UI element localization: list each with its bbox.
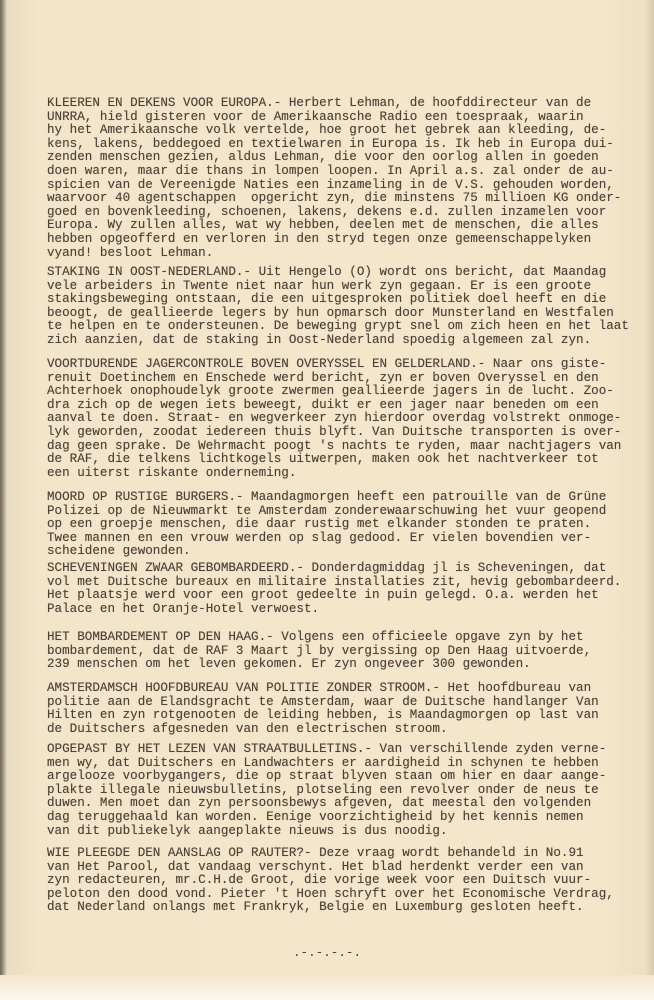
news-item-heading-line: VOORTDURENDE JAGERCONTROLE BOVEN OVERYSSEL EN GELDERLAND.- Naar ons giste- — [47, 357, 607, 371]
news-item-text-line: van Het Parool, dat vandaag verschynt. Het blad herdenkt verder een van — [47, 859, 584, 874]
news-item — [47, 358, 621, 480]
news-item-heading-line: HET BOMBARDEMENT OP DEN HAAG.- Volgens een officieele opgave zyn by het — [47, 630, 584, 644]
news-item-text-line: goed en bovenkleeding, schoenen, lakens, dekens e.d. zullen inzamelen voor — [47, 204, 607, 219]
news-item-heading-line: KLEEREN EN DEKENS VOOR EUROPA.- Herbert Lehman, de hoofddirecteur van de — [47, 96, 592, 110]
news-item-text-line: Palace en het Oranje-Hotel verwoest. — [47, 601, 320, 616]
news-item-text-line: dag teruggehaald kan worden. Eenige voorzichtigheid by het kennis nemen — [47, 809, 584, 824]
news-item-heading-line: STAKING IN OOST-NEDERLAND.- Uit Hengelo (O) wordt ons bericht, dat Maandag — [47, 265, 607, 279]
news-item-text-line: vyand! besloot Lehman. — [47, 245, 214, 260]
news-item-heading-line: OPGEPAST BY HET LEZEN VAN STRAATBULLETINS.- Van verschillende zyden verne- — [47, 742, 607, 756]
news-item-heading-line: WIE PLEEGDE DEN AANSLAG OP RAUTER?- Deze vraag wordt behandeld in No.91 — [47, 846, 584, 860]
news-item-text-line: scheidene gewonden. — [47, 544, 191, 559]
news-item — [47, 266, 629, 348]
news-item-text-line: dag geen sprake. De Wehrmacht poogt 's nachts te ryden, maar nachtjagers van — [47, 438, 622, 453]
news-item-text-line: Europa. Wy zullen alles, wat wy hebben, deelen met de menschen, die alles — [47, 218, 599, 233]
news-item-heading-line: AMSTERDAMSCH HOOFDBUREAU VAN POLITIE ZONDER STROOM.- Het hoofdbureau van — [47, 681, 592, 695]
news-item-text-line: dat Nederland onlangs met Frankryk, Belgie en Luxemburg gesloten heeft. — [47, 900, 584, 915]
news-item-text-line: hebben opgeofferd en verloren in den stryd tegen onze gemeenschappelyken — [47, 231, 592, 246]
news-item-text-line: waarvoor 40 agentschappen opgericht zyn, die minstens 75 millioen KG onder- — [47, 191, 622, 206]
news-item-text-line: zenden menschen gezien, aldus Lehman, die voor den oorlog allen in goeden — [47, 150, 599, 165]
news-item-text-line: Twee mannen en een vrouw werden op slag gedood. Er vielen bovendien ver- — [47, 530, 592, 545]
news-item — [47, 682, 599, 736]
news-item-text-line: Het plaatsje werd voor een groot gedeelte in puin gelegd. O.a. werden het — [47, 588, 599, 603]
news-item-text-line: een uiterst riskante onderneming. — [47, 465, 297, 480]
news-item-text-line: spicien van de Vereenigde Naties een inzameling in de V.S. gehouden worden, — [47, 177, 614, 192]
news-item-text-line: vele arbeiders in Twente niet naar hun werk zyn gegaan. Er is een groote — [47, 278, 592, 293]
news-item — [47, 97, 621, 260]
news-item-text-line: aanval te doen. Straat- en wegverkeer zyn hierdoor overdag volstrekt onmoge- — [47, 411, 622, 426]
news-item-text-line: van dit publiekelyk aangeplakte nieuws is dus noodig. — [47, 823, 448, 838]
news-item-text-line: Hilten en zyn rotgenooten de leiding hebben, is Maandagmorgen op last van — [47, 708, 599, 723]
news-item-text-line: zyn redacteuren, mr.C.H.de Groot, die vorige week voor een Duitsch vuur- — [47, 873, 592, 888]
news-item — [47, 562, 621, 616]
news-item-text-line: peloton den dood vond. Pieter 't Hoen schryft over het Economische Verdrag, — [47, 886, 614, 901]
news-item — [47, 743, 606, 838]
news-item-text-line: Polizei op de Nieuwmarkt te Amsterdam zonderewaarschuwing het vuur geopend — [47, 503, 607, 518]
news-item — [47, 491, 606, 559]
page-bottom-edge — [0, 975, 654, 1000]
news-item — [47, 631, 591, 672]
news-item-text-line: 239 menschen om het leven gekomen. Er zyn ongeveer 300 gewonden. — [47, 657, 531, 672]
news-item-text-line: argelooze voorbygangers, die op straat blyven staan om hier en daar aange- — [47, 769, 607, 784]
news-item-text-line: kens, lakens, beddegoed en textielwaren in Europa is. Ik heb in Europa dui- — [47, 136, 614, 151]
news-item-text-line: UNRRA, hield gisteren voor de Amerikaansche Radio een toespraak, waarin — [47, 109, 584, 124]
news-item-text-line: doen waren, maar die thans in lompen loopen. In April a.s. zal onder de au- — [47, 163, 614, 178]
news-item-text-line: vol met Duitsche bureaux en militaire installaties zit, hevig gebombardeerd. — [47, 574, 622, 589]
news-item — [47, 847, 614, 915]
news-item-text-line: dra zich op de wegen iets beweegt, duikt er een jager naar beneden om een — [47, 397, 599, 412]
news-item-text-line: te helpen en te ondersteunen. De beweging grypt snel om zich heen en het laat — [47, 319, 629, 334]
news-item-text-line: beoogt, de geallieerde legers by hun opmarsch door Munsterland en Westfalen — [47, 305, 614, 320]
news-item-text-line: lyk geworden, zoodat iedereen thuis blyft. Van Duitsche transporten is over- — [47, 424, 622, 439]
news-item-text-line: stakingsbeweging ontstaan, die een uitgesproken politiek doel heeft en die — [47, 292, 607, 307]
closing-ornament: .-.-.-.-. — [292, 946, 362, 960]
news-item-text-line: renuit Doetinchem en Enschede werd bericht, zyn er boven Overyssel en den — [47, 370, 599, 385]
news-item-text-line: men wy, dat Duitschers en Landwachters er aardigheid in schynen te hebben — [47, 755, 599, 770]
news-item-text-line: zich aanzien, dat de staking in Oost-Nederland spoedig algemeen zal zyn. — [47, 332, 592, 347]
news-item-text-line: de Duitschers afgesneden van den electrischen stroom. — [47, 721, 448, 736]
news-item-text-line: hy het Amerikaansche volk vertelde, hoe groot het gebrek aan kleeding, de- — [47, 123, 607, 138]
news-item-text-line: de RAF, die telkens lichtkogels uitwerpen, maken ook het nachtverkeer tot — [47, 452, 599, 467]
news-item-text-line: bombardement, dat de RAF 3 Maart jl by vergissing op Den Haag uitvoerde, — [47, 643, 592, 658]
news-item-heading-line: MOORD OP RUSTIGE BURGERS.- Maandagmorgen heeft een patrouille van de Grüne — [47, 490, 607, 504]
news-item-text-line: Achterhoek onophoudelyk groote zwermen geallieerde jagers in de lucht. Zoo- — [47, 384, 614, 399]
news-item-text-line: politie aan de Elandsgracht te Amsterdam, waar de Duitsche handlanger Van — [47, 694, 599, 709]
news-item-text-line: op een groepje menschen, die daar rustig met elkander stonden te praten. — [47, 517, 592, 532]
news-item-text-line: duwen. Men moet dan zyn persoonsbewys afgeven, dat meestal den volgenden — [47, 796, 592, 811]
news-item-heading-line: SCHEVENINGEN ZWAAR GEBOMBARDEERD.- Donderdagmiddag jl is Scheveningen, dat — [47, 561, 607, 575]
news-item-text-line: plakte illegale nieuwsbulletins, plotseling een revolver onder de neus te — [47, 782, 599, 797]
